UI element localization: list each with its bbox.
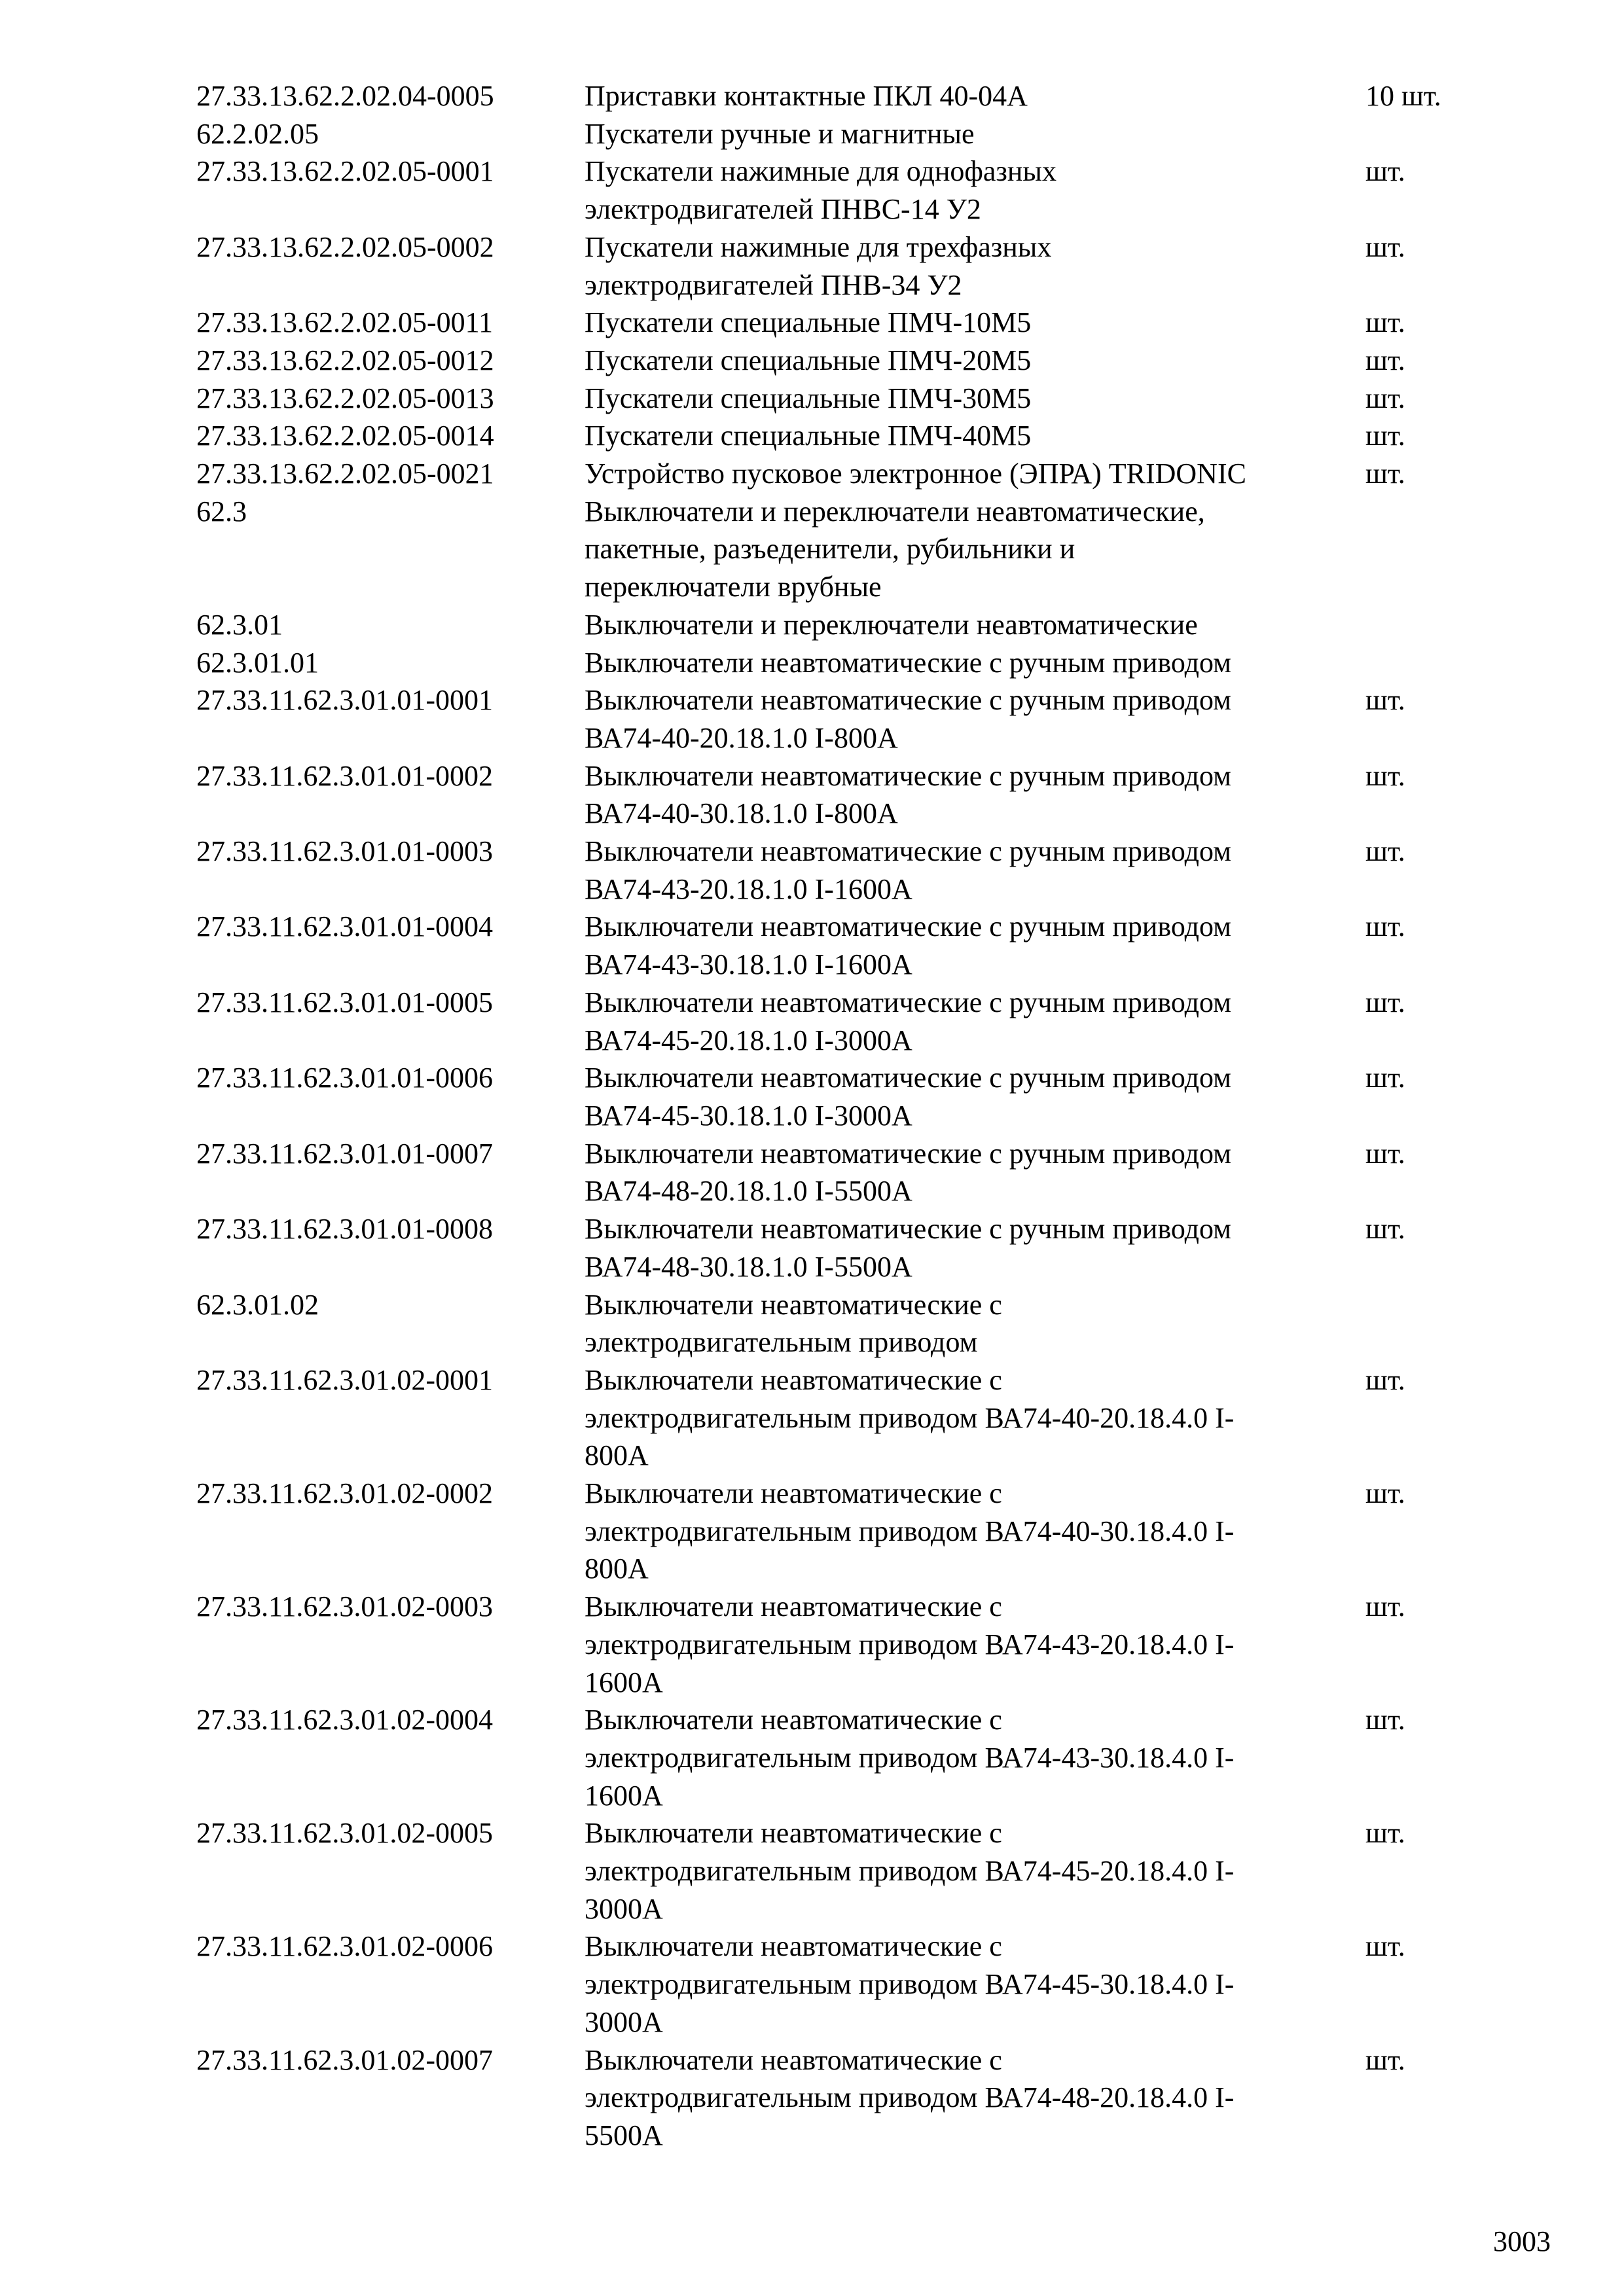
item-unit: шт. bbox=[1365, 1137, 1405, 1170]
item-unit: шт. bbox=[1365, 1363, 1405, 1396]
item-unit: 10 шт. bbox=[1365, 80, 1441, 112]
catalog-table bbox=[196, 77, 1479, 2155]
item-unit: шт. bbox=[1365, 344, 1405, 376]
item-unit: шт. bbox=[1365, 1062, 1405, 1094]
table-row bbox=[196, 1210, 1479, 1285]
item-code: 27.33.13.62.2.02.05-0011 bbox=[196, 306, 494, 339]
table-row bbox=[196, 77, 1479, 115]
item-code: 27.33.11.62.3.01.01-0007 bbox=[196, 1137, 494, 1170]
table-row bbox=[196, 1588, 1479, 1701]
item-description: Пускатели ручные и магнитные bbox=[585, 117, 975, 150]
item-code: 27.33.11.62.3.01.01-0005 bbox=[196, 986, 494, 1018]
item-unit: шт. bbox=[1365, 420, 1405, 452]
item-description: Выключатели и переключатели неавтоматические, пакетные, разъеденители, рубильники и переключатели врубные bbox=[585, 495, 1205, 603]
table-row bbox=[196, 342, 1479, 380]
item-code: 62.3.01.01 bbox=[196, 646, 319, 679]
item-description: Выключатели неавтоматические с электродвигательным приводом ВА74-40-20.18.4.0 I- 800А bbox=[585, 1363, 1235, 1472]
item-description: Пускатели специальные ПМЧ-40М5 bbox=[585, 420, 1032, 452]
table-row bbox=[196, 984, 1479, 1059]
table-row bbox=[196, 380, 1479, 418]
item-code: 27.33.11.62.3.01.01-0004 bbox=[196, 910, 494, 943]
page-number: 3003 bbox=[1493, 2225, 1551, 2257]
item-description: Выключатели неавтоматические с электродвигательным приводом ВА74-45-30.18.4.0 I- 3000А bbox=[585, 1930, 1235, 2038]
item-description: Выключатели неавтоматические с электродвигательным приводом ВА74-43-30.18.4.0 I- 1600А bbox=[585, 1704, 1235, 1812]
item-unit: шт. bbox=[1365, 1213, 1405, 1246]
table-row bbox=[196, 417, 1479, 455]
item-unit: шт. bbox=[1365, 1477, 1405, 1510]
item-code: 62.3.01.02 bbox=[196, 1288, 319, 1321]
item-unit: шт. bbox=[1365, 1817, 1405, 1850]
table-row bbox=[196, 1361, 1479, 1475]
item-unit: шт. bbox=[1365, 910, 1405, 943]
table-row bbox=[196, 681, 1479, 757]
table-row bbox=[196, 1475, 1479, 1588]
item-unit: шт. bbox=[1365, 155, 1405, 188]
item-code: 27.33.11.62.3.01.01-0008 bbox=[196, 1213, 494, 1246]
item-code: 27.33.11.62.3.01.01-0006 bbox=[196, 1062, 494, 1094]
item-unit: шт. bbox=[1365, 2043, 1405, 2076]
item-description: Выключатели неавтоматические с электродвигательным приводом ВА74-45-20.18.4.0 I- 3000А bbox=[585, 1817, 1235, 1925]
item-unit: шт. bbox=[1365, 835, 1405, 868]
item-description: Выключатели неавтоматические с ручным приводом ВА74-40-20.18.1.0 I-800А bbox=[585, 684, 1232, 754]
table-row bbox=[196, 2041, 1479, 2155]
table-row bbox=[196, 1701, 1479, 1814]
item-code: 27.33.13.62.2.02.05-0012 bbox=[196, 344, 494, 376]
item-unit: шт. bbox=[1365, 684, 1405, 717]
item-description: Пускатели специальные ПМЧ-10М5 bbox=[585, 306, 1032, 339]
item-code: 27.33.11.62.3.01.02-0005 bbox=[196, 1817, 494, 1850]
table-row bbox=[196, 1814, 1479, 1928]
item-description: Пускатели нажимные для однофазных электродвигателей ПНВС-14 У2 bbox=[585, 155, 1056, 226]
table-row bbox=[196, 908, 1479, 983]
item-unit: шт. bbox=[1365, 759, 1405, 792]
item-unit: шт. bbox=[1365, 986, 1405, 1018]
item-unit: шт. bbox=[1365, 1704, 1405, 1736]
table-row bbox=[196, 757, 1479, 833]
item-code: 27.33.11.62.3.01.01-0001 bbox=[196, 684, 494, 717]
table-row bbox=[196, 644, 1479, 682]
table-row bbox=[196, 1286, 1479, 1361]
item-description: Выключатели неавтоматические с ручным приводом ВА74-45-30.18.1.0 I-3000А bbox=[585, 1062, 1232, 1132]
item-description: Выключатели неавтоматические с ручным приводом ВА74-48-30.18.1.0 I-5500А bbox=[585, 1213, 1232, 1283]
item-description: Пускатели специальные ПМЧ-30М5 bbox=[585, 382, 1032, 414]
item-description: Пускатели специальные ПМЧ-20М5 bbox=[585, 344, 1032, 376]
item-description: Выключатели неавтоматические с электродвигательным приводом ВА74-48-20.18.4.0 I- 5500А bbox=[585, 2043, 1235, 2151]
item-description: Выключатели неавтоматические с ручным приводом bbox=[585, 646, 1232, 679]
item-unit: шт. bbox=[1365, 230, 1405, 263]
table-row bbox=[196, 152, 1479, 228]
item-code: 27.33.13.62.2.02.05-0002 bbox=[196, 230, 494, 263]
item-unit: шт. bbox=[1365, 1590, 1405, 1623]
item-unit: шт. bbox=[1365, 457, 1405, 490]
item-code: 27.33.11.62.3.01.02-0007 bbox=[196, 2043, 494, 2076]
item-unit: шт. bbox=[1365, 382, 1405, 414]
table-row bbox=[196, 304, 1479, 342]
item-code: 62.3 bbox=[196, 495, 247, 528]
table-row bbox=[196, 833, 1479, 908]
item-description: Выключатели неавтоматические с электродвигательным приводом bbox=[585, 1288, 1002, 1359]
table-row bbox=[196, 228, 1479, 304]
item-unit: шт. bbox=[1365, 306, 1405, 339]
item-description: Выключатели неавтоматические с ручным приводом ВА74-45-20.18.1.0 I-3000А bbox=[585, 986, 1232, 1056]
table-row bbox=[196, 606, 1479, 644]
item-code: 27.33.11.62.3.01.02-0006 bbox=[196, 1930, 494, 1963]
item-code: 27.33.13.62.2.02.05-0013 bbox=[196, 382, 494, 414]
item-code: 62.3.01 bbox=[196, 608, 283, 641]
table-row bbox=[196, 1135, 1479, 1210]
item-description: Выключатели неавтоматические с ручным приводом ВА74-40-30.18.1.0 I-800А bbox=[585, 759, 1232, 830]
item-code: 27.33.11.62.3.01.02-0003 bbox=[196, 1590, 494, 1623]
table-row bbox=[196, 1928, 1479, 2041]
item-description: Выключатели неавтоматические с ручным приводом ВА74-43-20.18.1.0 I-1600А bbox=[585, 835, 1232, 905]
item-code: 27.33.13.62.2.02.05-0014 bbox=[196, 420, 494, 452]
item-description: Выключатели неавтоматические с электродвигательным приводом ВА74-43-20.18.4.0 I- 1600А bbox=[585, 1590, 1235, 1698]
item-code: 27.33.11.62.3.01.01-0003 bbox=[196, 835, 494, 868]
item-description: Устройство пусковое электронное (ЭПРА) TRIDONIC bbox=[585, 457, 1246, 490]
item-description: Выключатели неавтоматические с электродвигательным приводом ВА74-40-30.18.4.0 I- 800А bbox=[585, 1477, 1235, 1585]
item-code: 27.33.11.62.3.01.02-0004 bbox=[196, 1704, 494, 1736]
item-unit: шт. bbox=[1365, 1930, 1405, 1963]
item-description: Выключатели неавтоматические с ручным приводом ВА74-43-30.18.1.0 I-1600А bbox=[585, 910, 1232, 981]
item-code: 27.33.11.62.3.01.01-0002 bbox=[196, 759, 494, 792]
item-description: Приставки контактные ПКЛ 40-04А bbox=[585, 80, 1028, 112]
item-description: Выключатели и переключатели неавтоматические bbox=[585, 608, 1198, 641]
table-row bbox=[196, 115, 1479, 153]
item-code: 27.33.11.62.3.01.02-0002 bbox=[196, 1477, 494, 1510]
item-description: Выключатели неавтоматические с ручным приводом ВА74-48-20.18.1.0 I-5500А bbox=[585, 1137, 1232, 1208]
item-code: 27.33.13.62.2.02.05-0001 bbox=[196, 155, 494, 188]
table-row bbox=[196, 1059, 1479, 1134]
item-code: 27.33.13.62.2.02.04-0005 bbox=[196, 80, 494, 112]
item-code: 27.33.13.62.2.02.05-0021 bbox=[196, 457, 494, 490]
table-row bbox=[196, 493, 1479, 606]
table-row bbox=[196, 455, 1479, 493]
item-code: 62.2.02.05 bbox=[196, 117, 319, 150]
item-code: 27.33.11.62.3.01.02-0001 bbox=[196, 1363, 494, 1396]
item-description: Пускатели нажимные для трехфазных электродвигателей ПНВ-34 У2 bbox=[585, 230, 1052, 301]
